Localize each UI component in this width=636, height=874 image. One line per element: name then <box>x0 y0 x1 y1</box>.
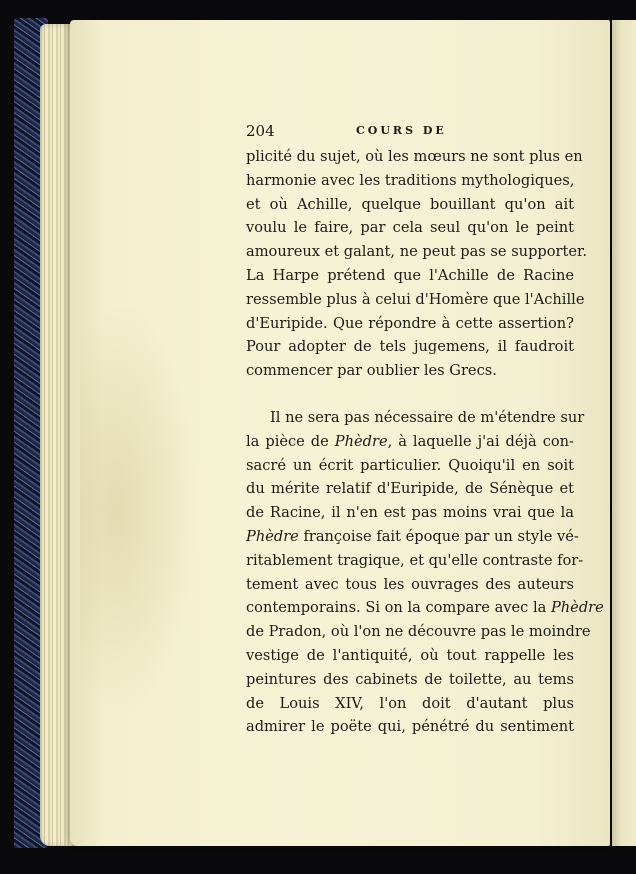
italic-title: Phèdre <box>550 599 604 617</box>
text-run: tement avec tous les ouvrages des auteurs <box>246 575 574 593</box>
text-line <box>246 549 584 573</box>
text-line: et où Achille, quelque bouillant qu'on ait <box>246 195 574 213</box>
text-line <box>246 715 574 739</box>
text-run: françoise fait époque par un style vé- <box>298 527 579 545</box>
running-head: COURS DE <box>356 124 447 137</box>
text-line: La Harpe prétend que l'Achille de Racine <box>246 266 574 284</box>
text-run: de Pradon, où l'on ne découvre pas le moindre <box>246 623 591 641</box>
text-line: harmonie avec les traditions mythologiques, <box>246 171 575 189</box>
text-run: admirer le poëte qui, pénétré du sentiment <box>246 718 574 736</box>
text-line <box>246 477 574 501</box>
text-line <box>246 596 604 620</box>
text-run: la pièce de <box>246 432 335 450</box>
text-run: de Louis XIV, l'on doit d'autant plus <box>246 694 574 712</box>
text-line: ressemble plus à celui d'Homère que l'Achille <box>246 290 585 308</box>
text-run: de Racine, il n'en est pas moins vrai que la <box>246 504 574 522</box>
text-line: amoureux et galant, ne peut pas se supporter. <box>246 243 588 261</box>
body-text <box>246 145 604 739</box>
text-run: ritablement tragique, et qu'elle contraste for- <box>246 551 584 569</box>
text-run: contemporains. Si on la compare avec la <box>246 599 551 617</box>
text-run: vestige de l'antiquité, où tout rappelle les <box>246 646 574 664</box>
text-line <box>246 430 574 454</box>
paragraph-gap <box>246 383 574 406</box>
text-line <box>246 620 591 644</box>
text-line: commencer par oublier les Grecs. <box>246 362 497 380</box>
text-line: d'Euripide. Que répondre à cette assertion? <box>246 314 574 332</box>
paragraph-2 <box>246 406 604 739</box>
page-number: 204 <box>246 122 275 140</box>
text-line <box>246 668 574 692</box>
text-line <box>246 573 574 597</box>
text-line <box>246 692 574 716</box>
page-stain <box>80 300 200 720</box>
text-line <box>246 525 579 549</box>
paragraph-1 <box>246 145 588 383</box>
text-run: , à laquelle j'ai déjà con- <box>387 432 574 450</box>
italic-title: Phèdre <box>246 527 299 545</box>
text-line: Pour adopter de tels jugemens, il faudroit <box>246 338 574 356</box>
text-run: Il ne sera pas nécessaire de m'étendre sur <box>270 408 585 426</box>
text-line: voulu le faire, par cela seul qu'on le peint <box>246 219 574 237</box>
facing-page-edge <box>612 20 636 846</box>
text-run: du mérite relatif d'Euripide, de Sénèque et <box>246 480 574 498</box>
text-line <box>246 406 585 430</box>
text-line: plicité du sujet, où les mœurs ne sont plus en <box>246 148 583 165</box>
text-line <box>246 454 574 478</box>
page-header <box>246 122 576 140</box>
text-line <box>246 501 574 525</box>
italic-title: Phèdre <box>334 432 388 450</box>
text-run: sacré un écrit particulier. Quoiqu'il en soit <box>246 456 574 474</box>
text-line <box>246 644 574 668</box>
text-run: peintures des cabinets de toilette, au tems <box>246 670 574 688</box>
